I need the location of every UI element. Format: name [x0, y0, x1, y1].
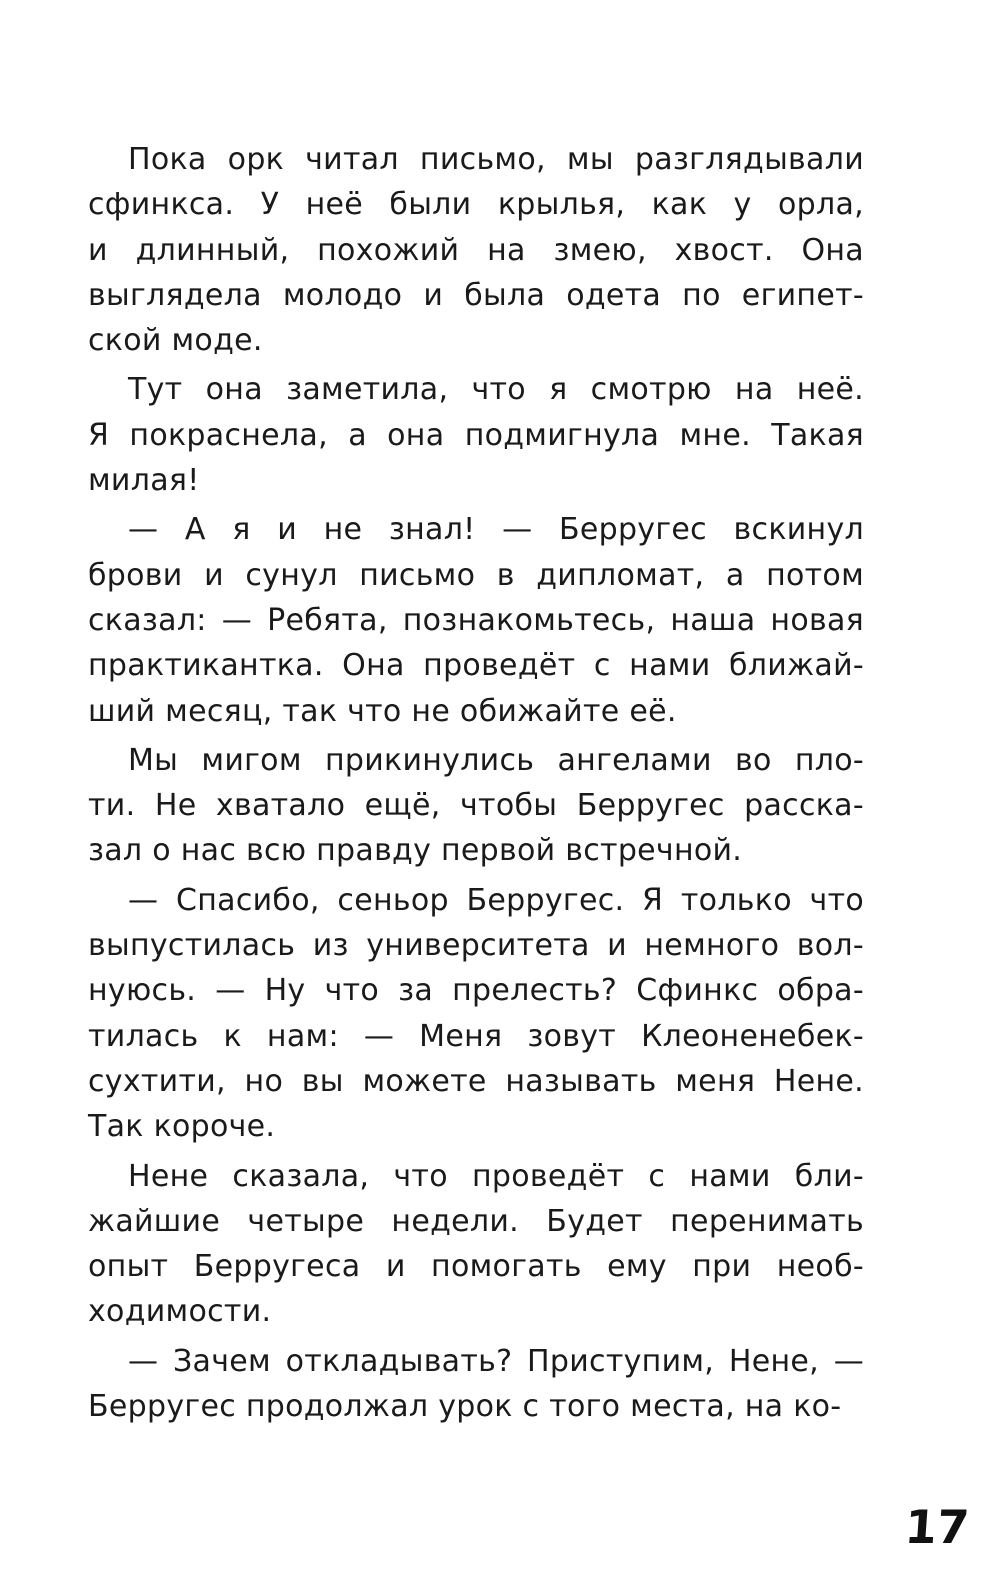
text-line: практикантка. Она проведёт с нами ближай-	[88, 648, 864, 684]
text-line: — А я и не знал! — Берругес вскинул	[128, 512, 864, 548]
text-line: Нене сказала, что проведёт с нами бли-	[128, 1158, 864, 1194]
text-line: зал о нас всю правду первой встречной.	[88, 833, 743, 869]
text-line: милая!	[88, 463, 200, 499]
text-line: Мы мигом прикинулись ангелами во пло-	[128, 742, 864, 778]
text-line: Так короче.	[88, 1109, 276, 1145]
text-line: ти. Не хватало ещё, чтобы Берругес расска-	[88, 788, 864, 824]
text-line: брови и сунул письмо в дипломат, а потом	[88, 557, 864, 593]
text-line: сфинкса. У неё были крылья, как у орла,	[88, 187, 864, 223]
text-line: выпустилась из университета и немного вол-	[88, 928, 864, 964]
text-line: — Спасибо, сеньор Берругес. Я только что	[128, 882, 864, 918]
page-number: 17	[903, 1500, 971, 1554]
text-line: Пока орк читал письмо, мы разглядывали	[128, 142, 864, 177]
paragraph	[88, 734, 864, 874]
text-line: опыт Берругеса и помогать ему при необ-	[88, 1249, 864, 1285]
paragraph	[88, 1150, 864, 1335]
paragraph	[88, 874, 864, 1150]
text-line: Я покраснела, а она подмигнула мне. Такая	[88, 417, 864, 453]
text-line: Тут она заметила, что я смотрю на неё.	[128, 372, 864, 408]
paragraph	[88, 363, 864, 503]
page-body	[88, 133, 864, 1429]
text-line: и длинный, похожий на змею, хвост. Она	[88, 232, 864, 268]
text-line: нуюсь. — Ну что за прелесть? Сфинкс обра-	[88, 973, 864, 1009]
text-line: ской моде.	[88, 323, 263, 359]
text-line: — Зачем откладывать? Приступим, Нене, —	[128, 1343, 864, 1379]
text-line: жайшие четыре недели. Будет перенимать	[88, 1203, 864, 1239]
paragraph	[88, 133, 864, 363]
text-line: ходимости.	[88, 1294, 272, 1330]
text-line: тилась к нам: — Меня зовут Клеоненебек-	[88, 1018, 864, 1054]
text-line: выглядела молодо и была одета по египет-	[88, 277, 864, 313]
text-line: сказал: — Ребята, познакомьтесь, наша новая	[88, 602, 864, 638]
text-line: ший месяц, так что не обижайте её.	[88, 693, 677, 729]
text-line: Берругес продолжал урок с того места, на ко-	[88, 1389, 842, 1425]
text-line: сухтити, но вы можете называть меня Нене.	[88, 1063, 864, 1099]
paragraph	[88, 503, 864, 733]
paragraph	[88, 1335, 864, 1430]
